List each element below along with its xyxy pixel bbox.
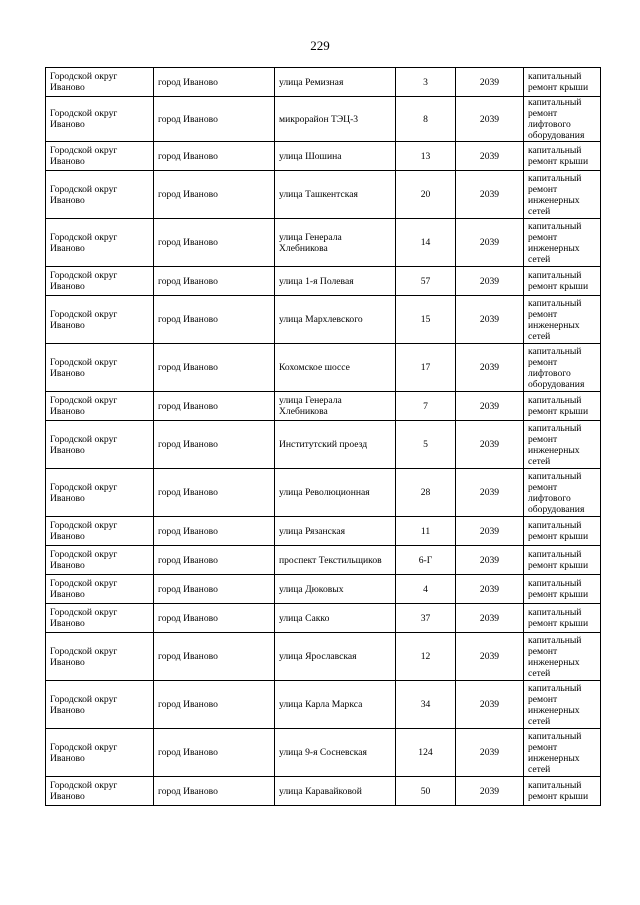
municipality-cell: Городской округ Иваново (46, 469, 154, 517)
municipality-cell: Городской округ Иваново (46, 546, 154, 575)
table-row (46, 421, 601, 469)
street-cell: проспект Текстильщиков (275, 546, 396, 575)
house-number-cell: 15 (396, 296, 456, 344)
city-cell: город Иваново (154, 777, 275, 806)
city-cell: город Иваново (154, 681, 275, 729)
city-cell: город Иваново (154, 729, 275, 777)
house-number-cell: 11 (396, 517, 456, 546)
work-type-cell: капитальный ремонт инженерных сетей (524, 421, 601, 469)
street-cell: улица Мархлевского (275, 296, 396, 344)
street-cell: Институтский проезд (275, 421, 396, 469)
year-cell: 2039 (456, 267, 524, 296)
municipality-cell: Городской округ Иваново (46, 267, 154, 296)
year-cell: 2039 (456, 344, 524, 392)
municipality-cell: Городской округ Иваново (46, 633, 154, 681)
year-cell: 2039 (456, 517, 524, 546)
table-row (46, 604, 601, 633)
municipality-cell: Городской округ Иваново (46, 421, 154, 469)
house-number-cell: 20 (396, 171, 456, 219)
work-type-cell: капитальный ремонт крыши (524, 604, 601, 633)
work-type-cell: капитальный ремонт лифтового оборудования (524, 469, 601, 517)
year-cell: 2039 (456, 392, 524, 421)
year-cell: 2039 (456, 575, 524, 604)
year-cell: 2039 (456, 97, 524, 142)
work-type-cell: капитальный ремонт инженерных сетей (524, 219, 601, 267)
house-number-cell: 28 (396, 469, 456, 517)
city-cell: город Иваново (154, 469, 275, 517)
table-body (46, 68, 601, 806)
street-cell: улица 1-я Полевая (275, 267, 396, 296)
table-row (46, 681, 601, 729)
street-cell: Кохомское шоссе (275, 344, 396, 392)
table-row (46, 546, 601, 575)
page-number: 229 (310, 38, 330, 53)
city-cell: город Иваново (154, 68, 275, 97)
city-cell: город Иваново (154, 546, 275, 575)
work-type-cell: капитальный ремонт крыши (524, 68, 601, 97)
city-cell: город Иваново (154, 171, 275, 219)
city-cell: город Иваново (154, 97, 275, 142)
municipality-cell: Городской округ Иваново (46, 777, 154, 806)
year-cell: 2039 (456, 68, 524, 97)
street-cell: микрорайон ТЭЦ-3 (275, 97, 396, 142)
city-cell: город Иваново (154, 296, 275, 344)
street-cell: улица Ташкентская (275, 171, 396, 219)
year-cell: 2039 (456, 546, 524, 575)
municipality-cell: Городской округ Иваново (46, 68, 154, 97)
table-row (46, 575, 601, 604)
municipality-cell: Городской округ Иваново (46, 171, 154, 219)
work-type-cell: капитальный ремонт инженерных сетей (524, 633, 601, 681)
work-type-cell: капитальный ремонт инженерных сетей (524, 296, 601, 344)
street-cell: улица Ярославская (275, 633, 396, 681)
work-type-cell: капитальный ремонт крыши (524, 517, 601, 546)
street-cell: улица Ремизная (275, 68, 396, 97)
city-cell: город Иваново (154, 142, 275, 171)
table-row (46, 97, 601, 142)
street-cell: улица Карла Маркса (275, 681, 396, 729)
municipality-cell: Городской округ Иваново (46, 392, 154, 421)
table-row (46, 267, 601, 296)
house-number-cell: 8 (396, 97, 456, 142)
street-cell: улица Дюковых (275, 575, 396, 604)
house-number-cell: 12 (396, 633, 456, 681)
street-cell: улица Каравайковой (275, 777, 396, 806)
street-cell: улица Генерала Хлебникова (275, 219, 396, 267)
table-row (46, 171, 601, 219)
year-cell: 2039 (456, 633, 524, 681)
city-cell: город Иваново (154, 575, 275, 604)
year-cell: 2039 (456, 296, 524, 344)
table-row (46, 219, 601, 267)
municipality-cell: Городской округ Иваново (46, 604, 154, 633)
street-cell: улица Революционная (275, 469, 396, 517)
house-number-cell: 7 (396, 392, 456, 421)
street-cell: улица Рязанская (275, 517, 396, 546)
street-cell: улица Сакко (275, 604, 396, 633)
year-cell: 2039 (456, 681, 524, 729)
work-type-cell: капитальный ремонт лифтового оборудования (524, 344, 601, 392)
municipality-cell: Городской округ Иваново (46, 219, 154, 267)
year-cell: 2039 (456, 729, 524, 777)
year-cell: 2039 (456, 171, 524, 219)
table-row (46, 633, 601, 681)
house-number-cell: 6-Г (396, 546, 456, 575)
year-cell: 2039 (456, 219, 524, 267)
work-type-cell: капитальный ремонт лифтового оборудования (524, 97, 601, 142)
repair-schedule-table (45, 67, 601, 806)
city-cell: город Иваново (154, 633, 275, 681)
municipality-cell: Городской округ Иваново (46, 344, 154, 392)
year-cell: 2039 (456, 469, 524, 517)
year-cell: 2039 (456, 777, 524, 806)
work-type-cell: капитальный ремонт инженерных сетей (524, 171, 601, 219)
municipality-cell: Городской округ Иваново (46, 296, 154, 344)
house-number-cell: 4 (396, 575, 456, 604)
table-row (46, 392, 601, 421)
table-row (46, 344, 601, 392)
house-number-cell: 57 (396, 267, 456, 296)
table-row (46, 469, 601, 517)
work-type-cell: капитальный ремонт крыши (524, 142, 601, 171)
work-type-cell: капитальный ремонт крыши (524, 546, 601, 575)
municipality-cell: Городской округ Иваново (46, 97, 154, 142)
city-cell: город Иваново (154, 517, 275, 546)
city-cell: город Иваново (154, 267, 275, 296)
house-number-cell: 5 (396, 421, 456, 469)
work-type-cell: капитальный ремонт крыши (524, 392, 601, 421)
house-number-cell: 14 (396, 219, 456, 267)
municipality-cell: Городской округ Иваново (46, 729, 154, 777)
work-type-cell: капитальный ремонт инженерных сетей (524, 729, 601, 777)
year-cell: 2039 (456, 421, 524, 469)
city-cell: город Иваново (154, 392, 275, 421)
table-row (46, 296, 601, 344)
table-row (46, 729, 601, 777)
street-cell: улица 9-я Сосневская (275, 729, 396, 777)
work-type-cell: капитальный ремонт крыши (524, 267, 601, 296)
street-cell: улица Генерала Хлебникова (275, 392, 396, 421)
city-cell: город Иваново (154, 421, 275, 469)
municipality-cell: Городской округ Иваново (46, 575, 154, 604)
work-type-cell: капитальный ремонт крыши (524, 777, 601, 806)
year-cell: 2039 (456, 604, 524, 633)
year-cell: 2039 (456, 142, 524, 171)
table-row (46, 777, 601, 806)
street-cell: улица Шошина (275, 142, 396, 171)
house-number-cell: 124 (396, 729, 456, 777)
house-number-cell: 37 (396, 604, 456, 633)
work-type-cell: капитальный ремонт инженерных сетей (524, 681, 601, 729)
table-row (46, 142, 601, 171)
municipality-cell: Городской округ Иваново (46, 517, 154, 546)
work-type-cell: капитальный ремонт крыши (524, 575, 601, 604)
house-number-cell: 17 (396, 344, 456, 392)
table-row (46, 517, 601, 546)
city-cell: город Иваново (154, 604, 275, 633)
house-number-cell: 50 (396, 777, 456, 806)
table-row (46, 68, 601, 97)
house-number-cell: 3 (396, 68, 456, 97)
municipality-cell: Городской округ Иваново (46, 681, 154, 729)
city-cell: город Иваново (154, 344, 275, 392)
house-number-cell: 34 (396, 681, 456, 729)
house-number-cell: 13 (396, 142, 456, 171)
municipality-cell: Городской округ Иваново (46, 142, 154, 171)
city-cell: город Иваново (154, 219, 275, 267)
